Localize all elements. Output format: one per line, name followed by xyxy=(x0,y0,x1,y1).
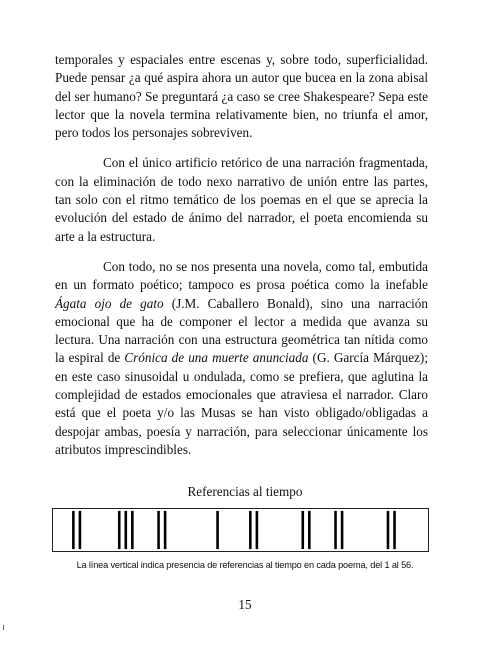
barcode-chart xyxy=(53,509,428,551)
text-segment: (J.M. Caballero Bonald), sino una narración emocional que ha de componer el lector a medida que avanza su lectura. Una narración con una estructura geométrica tan nítida como la espiral de xyxy=(55,295,428,366)
text-segment: (G. García Márquez); en este caso sinusoidal u ondulada, como se prefiera, que aglutina la complejidad de estados emocionales que atraviesa el narrador. Claro está que el poeta y/o las Musas se han visto obligado/obligadas a despojar ambas, poesía y narración, para seleccionar únicamente los atributos imprescindibles. xyxy=(55,350,428,457)
paragraph xyxy=(55,154,428,245)
text-segment: Con todo, no se nos presenta una novela, como tal, embutida en un formato poético; tampoco es prosa poética como la inefable xyxy=(55,258,428,293)
body-text xyxy=(55,51,428,459)
paragraph xyxy=(55,51,428,142)
time-references-barcode xyxy=(52,508,429,552)
paragraph xyxy=(55,258,428,459)
figure-title: Referencias al tiempo xyxy=(187,484,303,499)
italic-title: Ágata ojo de gato xyxy=(55,295,164,311)
page-edge-mark xyxy=(3,625,4,630)
figure-caption: La línea vertical indica presencia de referencias al tiempo en cada poema, del 1 al 56. xyxy=(76,560,414,570)
text-segment: Con el único artificio retórico de una narración fragmentada, con la eliminación de todo nexo narrativo de unión entre las partes, tan solo con el ritmo temático de los poemas en el que se aprecia la evolución del estado de ánimo del narrador, el poeta encomienda su arte a la estructura. xyxy=(55,155,428,244)
text-segment: temporales y espaciales entre escenas y, sobre todo, superficialidad. Puede pensar ¿a qué aspira ahora un autor que bucea en la zona abisal del ser humano? Se preguntará ¿a caso se cree Shakespeare? Sepa este lector que la novela termina relativamente bien, no triunfa el amor, pero todos los personajes sobreviven. xyxy=(55,52,428,141)
page-number: 15 xyxy=(238,597,252,612)
italic-title: Crónica de una muerte anunciada xyxy=(124,350,309,366)
